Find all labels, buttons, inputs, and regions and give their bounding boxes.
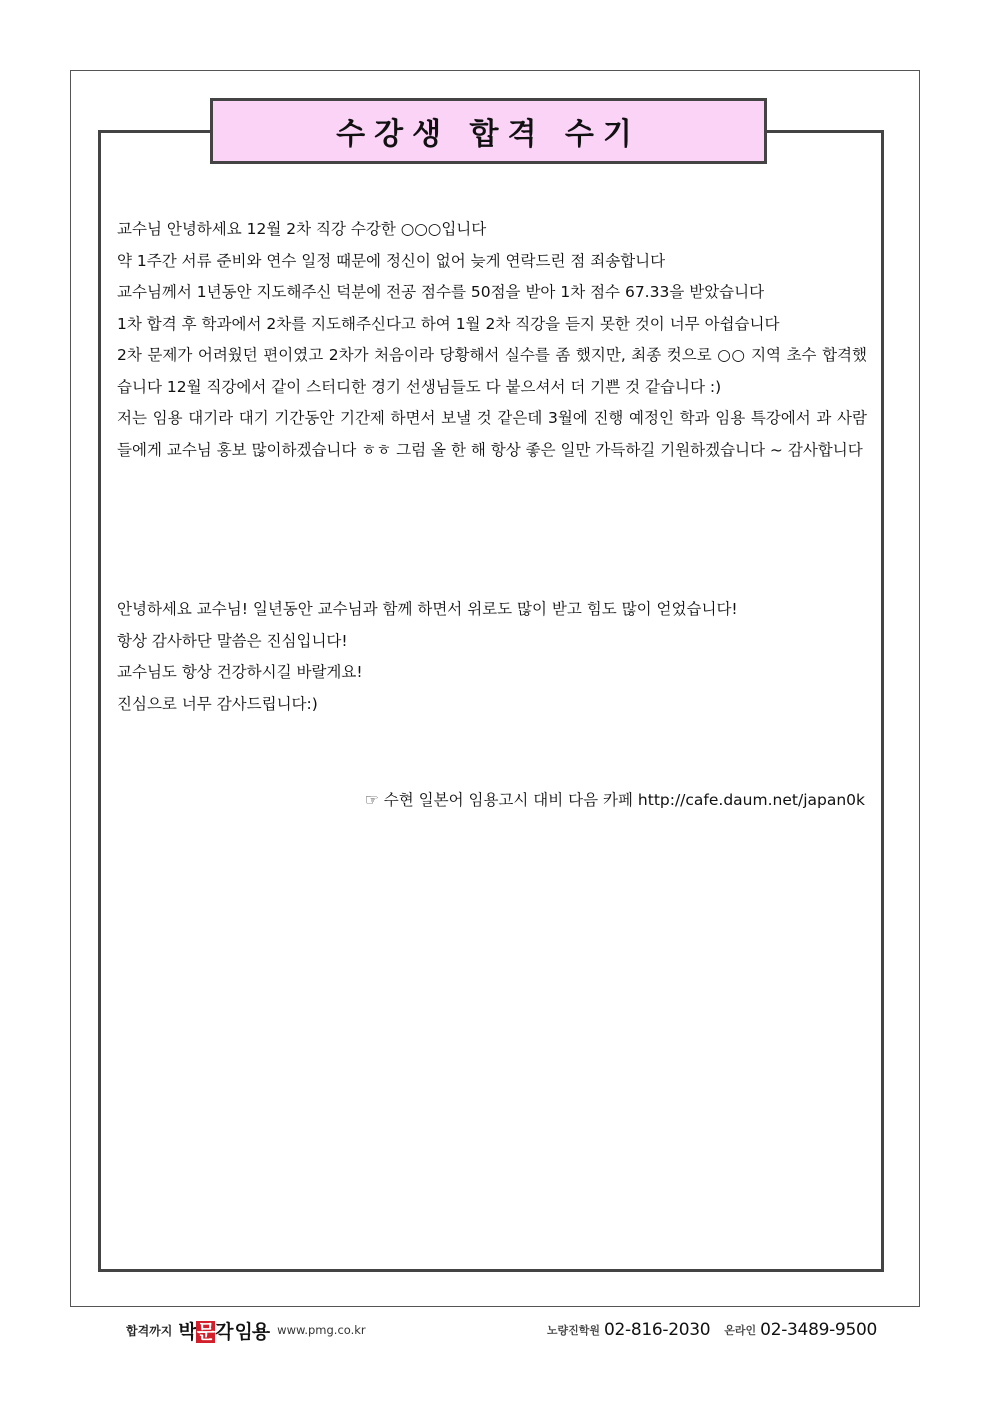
footer-label: 온라인 (724, 1324, 757, 1337)
letter-1-line: 교수님께서 1년동안 지도해주신 덕분에 전공 점수를 50점을 받아 1차 점수 67.33을 받았습니다 (117, 283, 765, 301)
letter-1-line: 약 1주간 서류 준비와 연수 일정 때문에 정신이 없어 늦게 연락드린 점 죄송합니다 (117, 251, 666, 270)
footer-slogan: 합격까지 (126, 1323, 173, 1338)
footer-url[interactable]: www.pmg.co.kr (277, 1323, 366, 1337)
letter-1-line: 저는 임용 대기라 대기 기간동안 기간제 하면서 보낼 것 같은데 3월에 진행 예정인 학과 임용 특강에서 과 사람들에게 교수님 홍보 많이하겠습니다 ㅎㅎ 그럼 올 한 해 항상 좋은 일만 가득하길 기원하겠습니다 ~ 감사합니다 (117, 409, 867, 459)
letter-2-line: 진심으로 너무 감사드립니다:) (117, 694, 318, 713)
letter-2-line: 교수님도 항상 건강하시길 바랄게요! (117, 663, 363, 681)
footer-phone: 02-816-2030 (603, 1320, 711, 1340)
footer-phone: 02-3489-9500 (760, 1320, 877, 1340)
brand-text-highlight: 문 (196, 1320, 215, 1343)
brand-logo (178, 1317, 232, 1344)
page-title: 수강생 합격 수기 (336, 117, 641, 152)
brand-text: 박 (178, 1320, 196, 1343)
footer (0, 1315, 992, 1345)
letter-2 (117, 594, 867, 720)
brand-text: 각 (215, 1320, 233, 1343)
title-banner (210, 98, 767, 164)
letter-1 (117, 214, 867, 466)
cafe-signature: ☞ 수현 일본어 임용고시 대비 다음 카페 http://cafe.daum.net/japan0k (364, 791, 865, 809)
footer-label: 노량진학원 (546, 1324, 600, 1337)
brand-sub: 임용 (234, 1320, 270, 1343)
footer-contacts (547, 1315, 877, 1345)
letter-2-line: 항상 감사하단 말씀은 진심입니다! (117, 631, 348, 650)
letter-1-line: 1차 합격 후 학과에서 2차를 지도해주신다고 하여 1월 2차 직강을 듣지 못한 것이 너무 아쉽습니다 (117, 314, 780, 333)
letter-2-line: 안녕하세요 교수님! 일년동안 교수님과 함께 하면서 위로도 많이 받고 힘도 많이 얻었습니다! (117, 600, 738, 618)
letter-1-line: 교수님 안녕하세요 12월 2차 직강 수강한 ○○○입니다 (117, 220, 487, 238)
footer-brand (126, 1315, 366, 1345)
letter-1-line: 2차 문제가 어려웠던 편이였고 2차가 처음이라 당황해서 실수를 좀 했지만, 최종 컷으로 ○○ 지역 초수 합격했습니다 12월 직강에서 같이 스터디한 경기 선생님들도 다 붙으셔서 더 기쁜 것 같습니다 :) (117, 346, 867, 396)
